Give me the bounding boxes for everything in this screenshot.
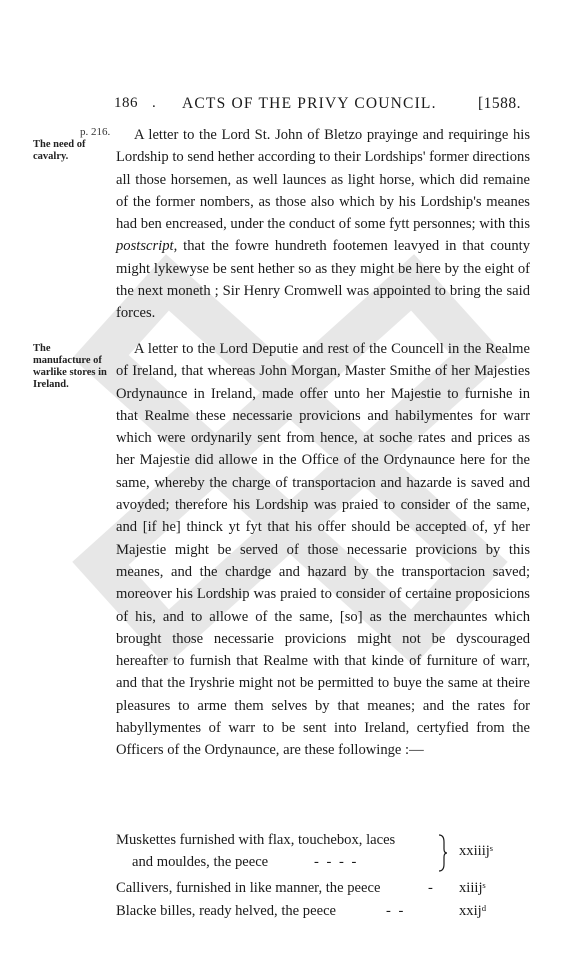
paragraph1-italic: postscript, <box>116 238 178 255</box>
item-description: Callivers, furnished in like manner, the peece <box>116 880 381 896</box>
page-number: 186 <box>114 95 138 111</box>
paragraph1-text-a: A letter to the Lord St. John of Bletzo prayinge and requiringe his Lordship to send hether according to their Lordships' former directions all those horsemen, as well launces as light horse, which did remaine of the former nombers, as those also which by his Lordship's meanes had ben encreased, under the conduct of some fytt personnes; with this <box>116 127 530 233</box>
list-item <box>116 880 536 902</box>
header-year: [1588. <box>478 95 522 112</box>
brace-icon <box>438 834 448 872</box>
item-leader-dashes: - - <box>386 903 406 919</box>
header-separator: . <box>152 95 156 111</box>
item-description: Muskettes furnished with flax, touchebox, laces <box>116 832 396 848</box>
margin-page-reference: p. 216. <box>80 126 111 138</box>
item-description-continued: and mouldes, the peece <box>132 854 269 870</box>
item-amount: xiiijˢ <box>459 880 486 896</box>
item-description: Blacke billes, ready helved, the peece <box>116 903 337 919</box>
paragraph1-text-b: that the fowre hundreth footemen leavyed in that county might lykewyse be sent hether so as they might be here by the eight of the next moneth ; Sir Henry Cromwell was appointed to bring the said forces. <box>116 238 530 322</box>
paragraph-letter-lord-deputie: A letter to the Lord Deputie and rest of the Councell in the Realme of Ireland, that whereas John Morgan, Master Smithe of her Majesties Ordynaunce in Ireland, made offer unto her Majestie to furnishe in that Realme these necessarie provicions and habilymentes for warr which were ordynarily sent from hence, at soche rates and prices as her Majestie did allowe in the Office of the Ordynaunce here for the same, whereby the charge of transportacion and hazarde is saved and avoyded; therefore his Lordship was praied to consider of the same, and [if he] thinck yt fyt that his offer should be accepted of, yf her Majestie might be served of those necessarie provicions by this meanes, and the chardge and hazard by the transportacion saved; moreover his Lordship was praied to consider of certaine proposicions of his, and to allowe of the same, [so] as the merchauntes which brought those necessarie provicions might not be dyscouraged hereafter to furnish that Realme with that kinde of furniture of warr, and that the Iryshrie might not be permitted to buye the same at theire pleasures to arme them selves by that meanes; and the rates for habyllymentes of warr to be sent into Ireland, certyfied from the Officers of the Ordynaunce, are these followinge :— <box>116 341 530 759</box>
running-title: ACTS OF THE PRIVY COUNCIL. <box>182 95 437 112</box>
item-amount: xxijᵈ <box>459 903 487 919</box>
page-header <box>0 95 567 119</box>
sidenote-warlike-stores: The manufacture of warlike stores in Ireland. <box>33 343 107 390</box>
sidenote-cavalry: The need of cavalry. <box>33 139 86 162</box>
paragraph-letter-st-john <box>116 124 530 325</box>
item-leader-dashes: - <box>428 880 435 896</box>
item-leader-dashes: - - - - <box>314 854 359 870</box>
list-item <box>116 832 536 876</box>
item-amount: xxiiijˢ <box>459 843 493 859</box>
list-item <box>116 903 536 925</box>
